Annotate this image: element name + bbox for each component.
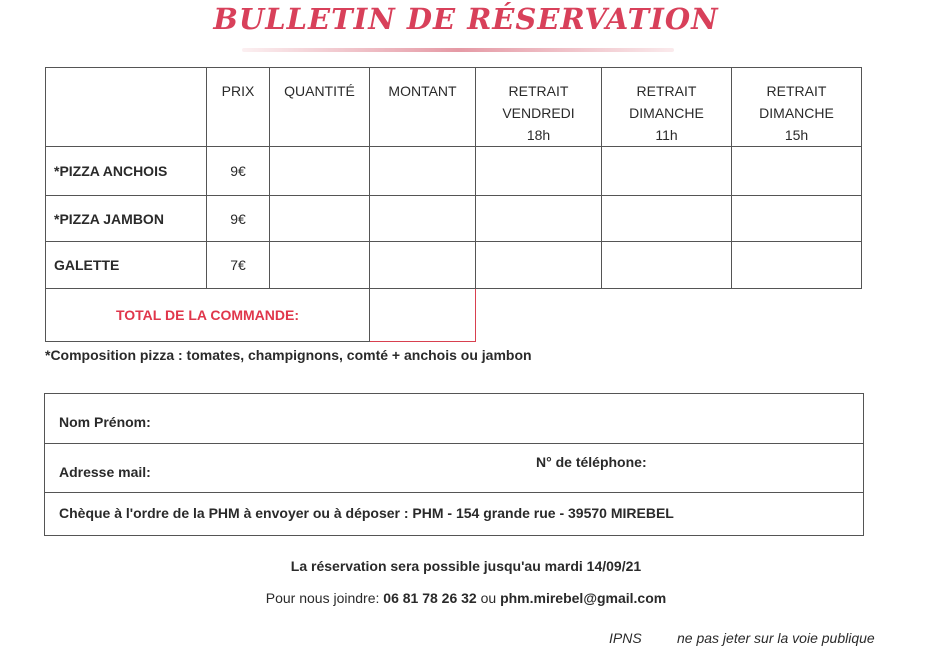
pickup-sunday-11h-cell[interactable] xyxy=(602,242,732,289)
disposal-notice: ne pas jeter sur la voie publique xyxy=(677,630,875,646)
header-prix: PRIX xyxy=(207,68,270,147)
header-retrait-dimanche-11h xyxy=(602,68,732,147)
header-montant: MONTANT xyxy=(370,68,476,147)
header-retrait-dimanche-11h-line1: RETRAIT xyxy=(636,83,697,99)
header-retrait-vendredi-line2: VENDREDI xyxy=(502,105,575,121)
name-field[interactable] xyxy=(45,394,863,444)
pickup-friday-cell[interactable] xyxy=(476,242,602,289)
contact-form xyxy=(44,393,864,536)
cheque-row xyxy=(45,493,863,535)
empty-cell xyxy=(602,289,732,342)
total-label: TOTAL DE LA COMMANDE: xyxy=(46,289,370,342)
pickup-sunday-11h-cell[interactable] xyxy=(602,147,732,196)
contact-prefix: Pour nous joindre: xyxy=(265,590,384,606)
name-label: Nom Prénom: xyxy=(59,414,151,430)
pickup-sunday-11h-cell[interactable] xyxy=(602,196,732,242)
contact-separator: ou xyxy=(476,590,501,606)
table-row xyxy=(46,147,862,196)
header-retrait-dimanche-11h-line2: DIMANCHE xyxy=(629,105,704,121)
email-phone-field[interactable] xyxy=(45,444,863,493)
amount-cell[interactable] xyxy=(370,196,476,242)
empty-cell xyxy=(476,289,602,342)
total-row xyxy=(46,289,862,342)
reservation-deadline: La réservation sera possible jusqu'au mardi 14/09/21 xyxy=(290,558,642,574)
pickup-friday-cell[interactable] xyxy=(476,196,602,242)
header-retrait-vendredi xyxy=(476,68,602,147)
product-name: *PIZZA JAMBON xyxy=(46,196,207,242)
header-retrait-vendredi-line3: 18h xyxy=(526,127,551,143)
ipns-label: IPNS xyxy=(609,630,642,646)
header-retrait-dimanche-15h-line1: RETRAIT xyxy=(766,83,827,99)
cheque-instructions: Chèque à l'ordre de la PHM à envoyer ou à déposer : PHM - 154 grande rue - 39570 MIREBEL xyxy=(59,505,674,521)
header-retrait-dimanche-15h-line3: 15h xyxy=(784,127,809,143)
product-name: GALETTE xyxy=(46,242,207,289)
header-retrait-dimanche-15h-line2: DIMANCHE xyxy=(759,105,834,121)
header-retrait-dimanche-15h xyxy=(732,68,862,147)
empty-cell xyxy=(732,289,862,342)
header-retrait-dimanche-11h-line3: 11h xyxy=(655,127,678,143)
table-row xyxy=(46,196,862,242)
composition-note: *Composition pizza : tomates, champignons, comté + anchois ou jambon xyxy=(45,347,532,363)
amount-cell[interactable] xyxy=(370,242,476,289)
quantity-cell[interactable] xyxy=(270,242,370,289)
pickup-sunday-15h-cell[interactable] xyxy=(732,242,862,289)
product-name: *PIZZA ANCHOIS xyxy=(46,147,207,196)
title-underline-decoration xyxy=(242,48,674,52)
product-price: 9€ xyxy=(207,196,270,242)
email-label: Adresse mail: xyxy=(59,464,151,480)
contact-phone: 06 81 78 26 32 xyxy=(383,590,477,606)
page-title: BULLETIN DE RÉSERVATION xyxy=(213,2,719,36)
amount-cell[interactable] xyxy=(370,147,476,196)
phone-label: N° de téléphone: xyxy=(536,454,647,470)
table-row xyxy=(46,242,862,289)
table-header-row xyxy=(46,68,862,147)
contact-line xyxy=(0,590,932,606)
product-price: 7€ xyxy=(207,242,270,289)
product-price: 9€ xyxy=(207,147,270,196)
quantity-cell[interactable] xyxy=(270,147,370,196)
header-quantite: QUANTITÉ xyxy=(270,68,370,147)
pickup-sunday-15h-cell[interactable] xyxy=(732,196,862,242)
quantity-cell[interactable] xyxy=(270,196,370,242)
pickup-sunday-15h-cell[interactable] xyxy=(732,147,862,196)
header-empty-cell xyxy=(46,68,207,147)
contact-email: phm.mirebel@gmail.com xyxy=(500,590,667,606)
pickup-friday-cell[interactable] xyxy=(476,147,602,196)
total-amount-box[interactable] xyxy=(370,289,476,342)
order-table xyxy=(45,67,862,342)
header-retrait-vendredi-line1: RETRAIT xyxy=(508,83,569,99)
